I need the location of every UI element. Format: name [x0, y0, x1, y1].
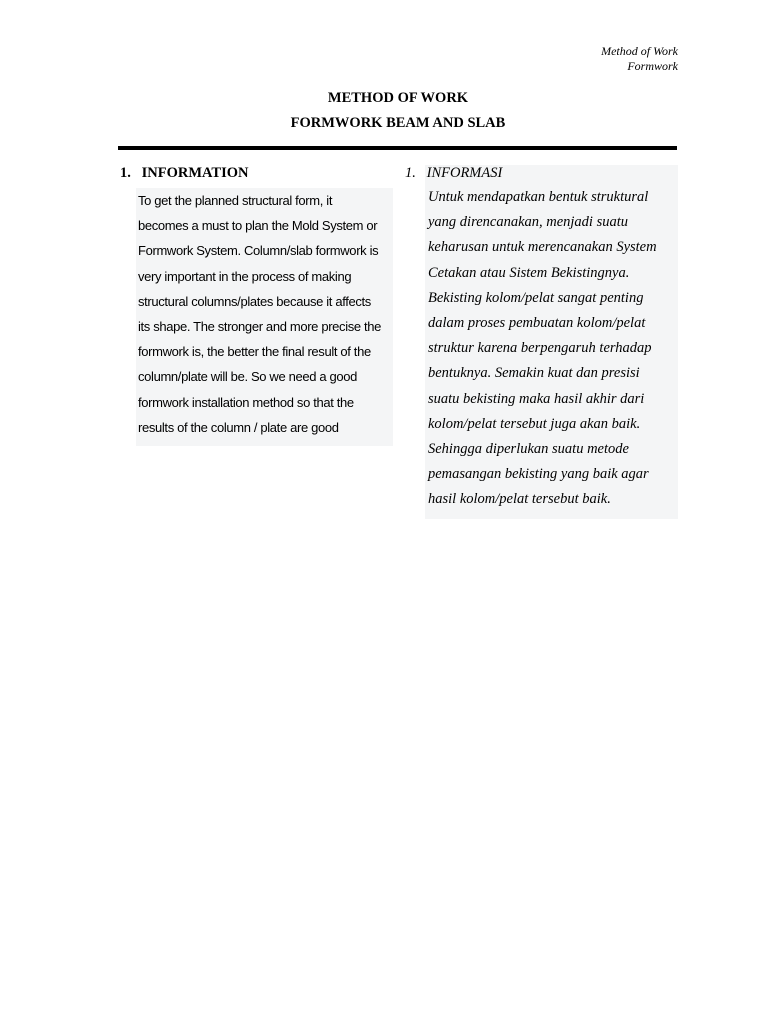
paragraph-line: kolom/pelat tersebut juga akan baik.	[428, 415, 641, 432]
paragraph-line: formwork installation method so that the	[138, 394, 354, 410]
paragraph-line: column/plate will be. So we need a good	[138, 369, 358, 385]
paragraph-line: formwork is, the better the final result of the	[138, 344, 371, 360]
paragraph-line: its shape. The stronger and more precise the	[138, 319, 382, 335]
paragraph-line: results of the column / plate are good	[138, 419, 339, 435]
section-number-english: 1.	[120, 165, 131, 181]
section-title-indonesian: INFORMASI	[426, 165, 503, 181]
paragraph-line: yang direncanakan, menjadi suatu	[428, 214, 629, 231]
paragraph-line: Bekisting kolom/pelat sangat penting	[428, 289, 644, 306]
paragraph-line: pemasangan bekisting yang baik agar	[428, 466, 649, 483]
paragraph-line: keharusan untuk merencanakan System	[428, 239, 657, 256]
section-heading-english	[120, 164, 249, 182]
running-header-line2: Formwork	[627, 59, 678, 73]
section-number-indonesian: 1.	[405, 165, 416, 181]
running-header	[601, 44, 678, 74]
paragraph-line: bentuknya. Semakin kuat dan presisi	[428, 365, 640, 382]
paragraph-line: Untuk mendapatkan bentuk struktural	[428, 189, 649, 205]
paragraph-english	[136, 188, 393, 446]
paragraph-indonesian	[425, 185, 678, 519]
paragraph-line: To get the planned structural form, it	[138, 193, 333, 208]
paragraph-line: hasil kolom/pelat tersebut baik.	[428, 491, 611, 508]
paragraph-line: becomes a must to plan the Mold System or	[138, 218, 378, 234]
paragraph-line: suatu bekisting maka hasil akhir dari	[428, 390, 645, 407]
paragraph-line: structural columns/plates because it affects	[138, 293, 371, 309]
paragraph-line: dalam proses pembuatan kolom/pelat	[428, 315, 646, 332]
title-divider	[118, 146, 677, 150]
paragraph-line: Formwork System. Column/slab formwork is	[138, 243, 379, 259]
running-header-line1: Method of Work	[601, 44, 678, 58]
paragraph-line: Sehingga diperlukan suatu metode	[428, 441, 629, 458]
section-title-english: INFORMATION	[141, 165, 249, 181]
section-heading-indonesian	[405, 164, 502, 182]
paragraph-line: Cetakan atau Sistem Bekistingnya.	[428, 264, 630, 281]
paragraph-line: very important in the process of making	[138, 268, 352, 284]
paragraph-line: struktur karena berpengaruh terhadap	[428, 340, 652, 357]
document-title: METHOD OF WORK	[327, 90, 469, 106]
document-subtitle: FORMWORK BEAM AND SLAB	[290, 115, 506, 131]
